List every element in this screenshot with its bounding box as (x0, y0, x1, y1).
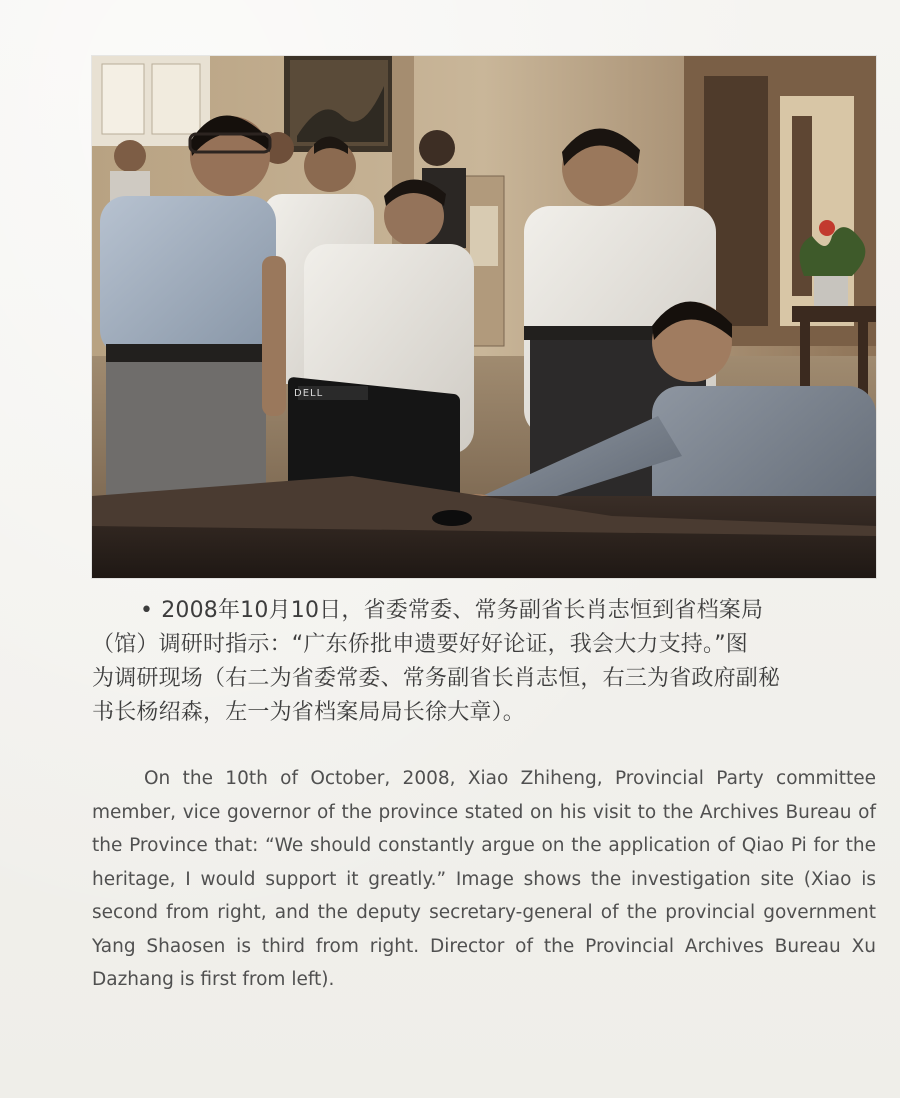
caption-cn-line-2: （馆）调研时指示：“广东侨批申遗要好好论证，我会大力支持。”图 (92, 632, 748, 657)
bullet-icon: • (140, 598, 154, 623)
caption-cn-line-1-text: 2008年10月10日，省委常委、常务副省长肖志恒到省档案局 (161, 598, 764, 623)
caption-cn-line-4: 书长杨绍森，左一为省档案局局长徐大章）。 (92, 700, 526, 725)
caption-english (92, 762, 876, 997)
photo-illustration (92, 56, 876, 578)
caption-cn-line-3: 为调研现场（右二为省委常委、常务副省长肖志恒，右三为省政府副秘 (92, 666, 781, 691)
caption-cn-line-1 (92, 594, 876, 628)
news-photo (92, 56, 876, 578)
caption-chinese (92, 594, 876, 730)
monitor-brand-label: DELL (294, 388, 324, 399)
caption-en-text: On the 10th of October, 2008, Xiao Zhiheng, Provincial Party committee member, vice governor of the province stated on his visit to the Archives Bureau of the Province that: “We should constantly argue on the application of Qiao Pi for the heritage, I would support it greatly.” Image shows the investigation site (Xiao is second from right, and the deputy secretary-general of the provincial government Yang Shaosen is third from right. Director of the Provincial Archives Bureau Xu Dazhang is first from left). (92, 768, 876, 990)
